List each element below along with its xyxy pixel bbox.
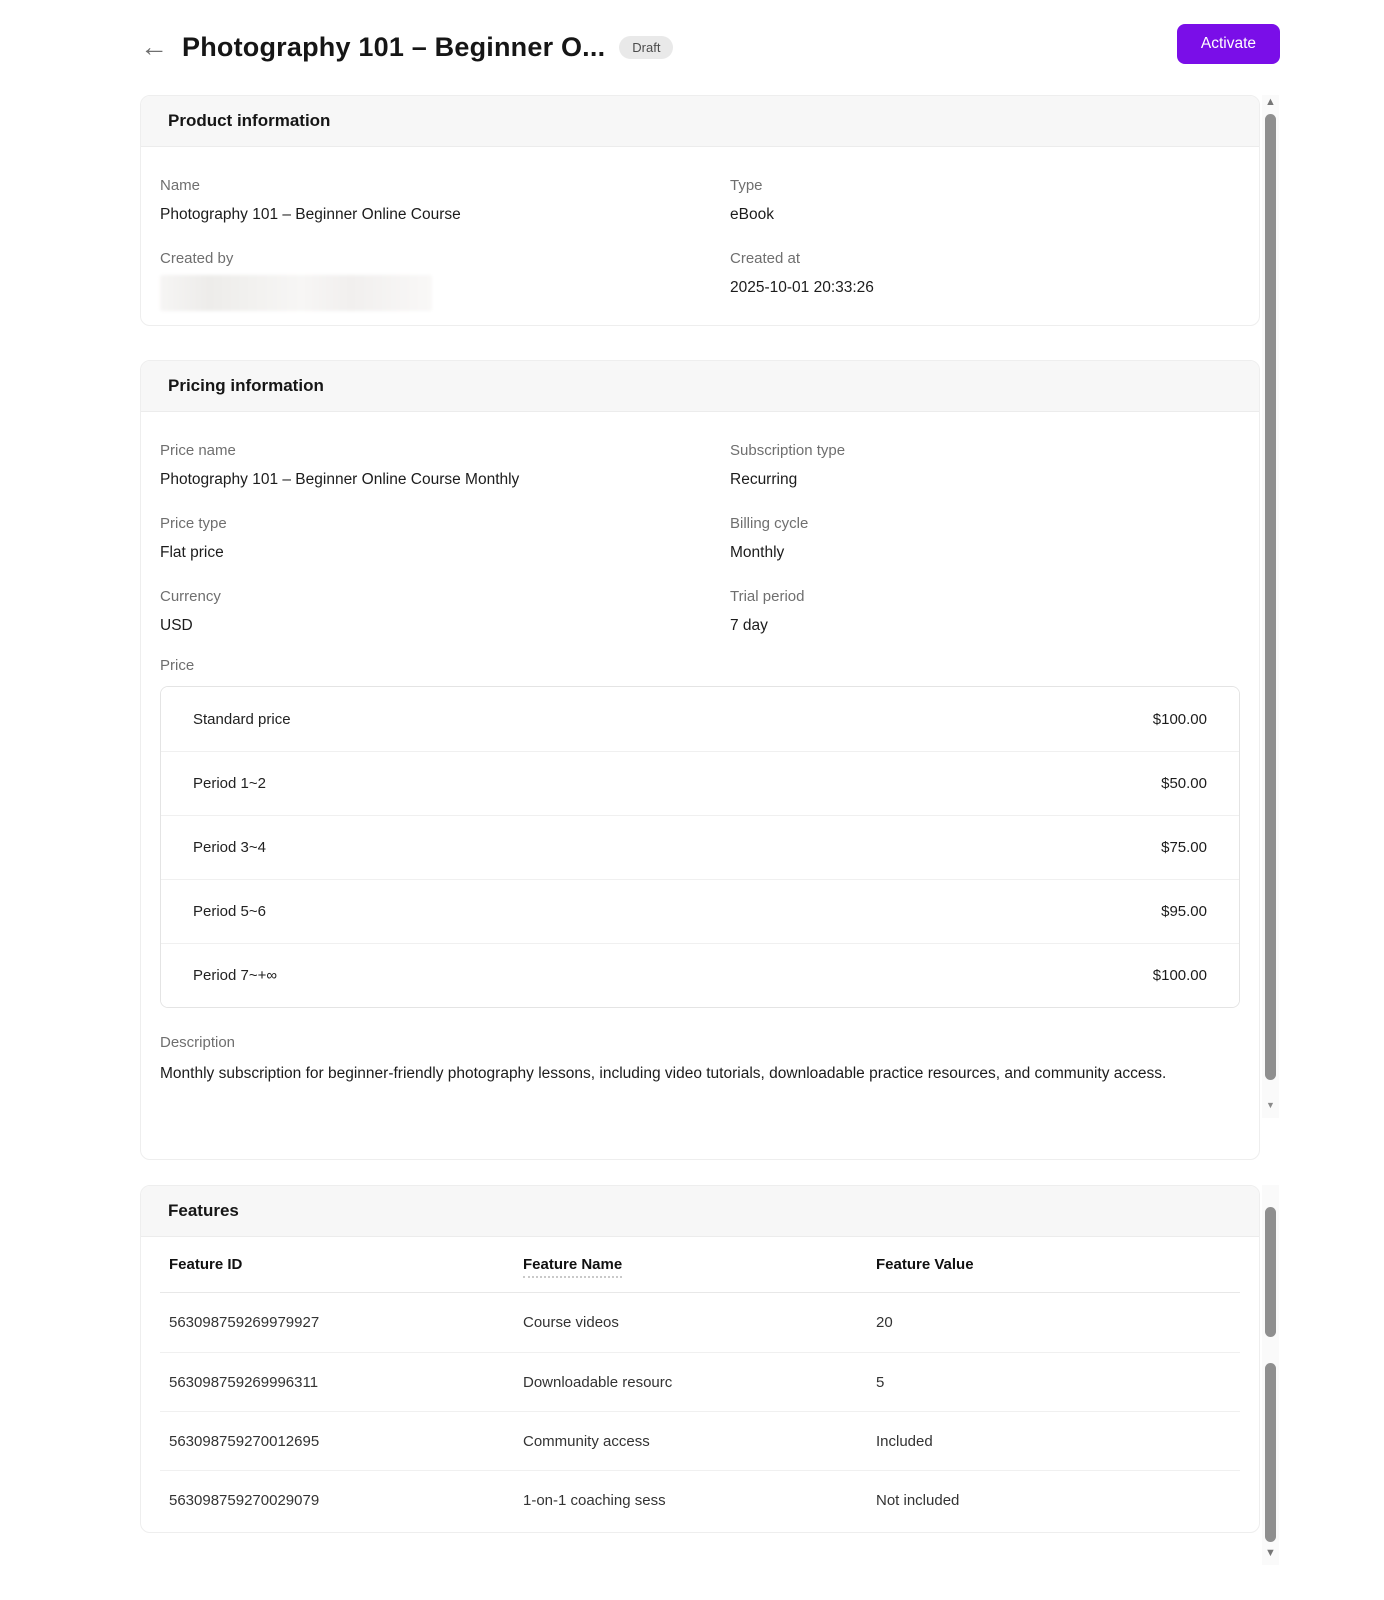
feature-name: Community access (523, 1432, 650, 1450)
column-feature-value: Feature Value (876, 1256, 974, 1273)
table-row (160, 1411, 1240, 1470)
field-value: Flat price (160, 544, 224, 561)
field-type (730, 177, 1240, 224)
scrollbar-down-arrow-icon[interactable]: ▼ (1266, 1100, 1275, 1110)
section-title: Features (168, 1201, 239, 1220)
field-label: Price type (160, 515, 227, 532)
features-header (141, 1186, 1259, 1237)
feature-id: 563098759270029079 (169, 1491, 320, 1509)
field-currency (160, 588, 730, 635)
field-label: Billing cycle (730, 515, 809, 532)
price-table-label: Price (160, 657, 195, 674)
column-feature-id: Feature ID (169, 1256, 243, 1273)
field-value: USD (160, 617, 193, 634)
field-value: 2025-10-01 20:33:26 (730, 279, 874, 296)
pricing-information-header (141, 361, 1259, 412)
price-tier: Standard price (193, 710, 291, 728)
section-title: Product information (168, 111, 331, 130)
feature-name: 1-on-1 coaching sess (523, 1491, 666, 1509)
feature-id: 563098759269979927 (169, 1314, 320, 1331)
scrollbar-down-arrow-icon[interactable]: ▼ (1265, 1547, 1276, 1559)
field-price-name (160, 442, 730, 489)
features-card (140, 1185, 1260, 1533)
field-label: Name (160, 177, 201, 194)
field-name (160, 177, 730, 224)
field-label: Price name (160, 442, 236, 459)
column-feature-name-label: Feature Name (523, 1256, 622, 1278)
price-row (161, 879, 1239, 943)
feature-value: 5 (876, 1373, 885, 1391)
top-bar (140, 24, 1280, 70)
field-value: Photography 101 – Beginner Online Course Monthly (160, 471, 520, 488)
status-badge: Draft (619, 36, 673, 59)
field-label: Trial period (730, 588, 805, 605)
created-by-redacted-value (160, 275, 432, 311)
table-row (160, 1293, 1240, 1352)
column-feature-name (523, 1256, 876, 1273)
field-value: eBook (730, 206, 774, 223)
feature-name: Course videos (523, 1314, 619, 1331)
feature-value: Included (876, 1432, 933, 1450)
scrollbar-thumb[interactable] (1265, 1207, 1276, 1337)
feature-id: 563098759269996311 (169, 1373, 319, 1391)
price-amount: $100.00 (1152, 710, 1207, 728)
features-table (160, 1237, 1240, 1529)
back-arrow-icon[interactable]: ← (140, 31, 168, 62)
price-amount: $75.00 (1161, 839, 1207, 856)
scrollbar-thumb[interactable] (1265, 1363, 1276, 1542)
section-title: Pricing information (168, 376, 324, 395)
field-value: 7 day (730, 617, 768, 634)
price-row (161, 815, 1239, 879)
field-trial-period (730, 588, 1240, 635)
description-text: Monthly subscription for beginner-friendly photography lessons, including video tutorials, downloadable practice resources, and community access. (160, 1065, 1167, 1082)
table-row (160, 1352, 1240, 1411)
feature-name: Downloadable resourc (523, 1373, 673, 1391)
field-created-at (730, 250, 1240, 311)
field-value: Photography 101 – Beginner Online Course (160, 206, 461, 223)
table-row (160, 1470, 1240, 1529)
activate-button[interactable]: Activate (1177, 24, 1280, 64)
field-price-type (160, 515, 730, 562)
pricing-information-card (140, 360, 1260, 1160)
price-tier: Period 1~2 (193, 775, 266, 792)
price-amount: $95.00 (1161, 903, 1207, 920)
description-label: Description (160, 1034, 236, 1051)
product-information-card (140, 95, 1260, 326)
field-label: Type (730, 177, 763, 194)
price-row (161, 687, 1239, 751)
price-amount: $50.00 (1161, 775, 1207, 792)
field-subscription-type (730, 442, 1240, 489)
price-table (160, 686, 1240, 1008)
price-amount: $100.00 (1152, 967, 1207, 984)
price-tier: Period 3~4 (193, 839, 266, 856)
price-row (161, 751, 1239, 815)
price-row (161, 943, 1239, 1007)
price-tier: Period 7~+∞ (193, 967, 278, 984)
feature-id: 563098759270012695 (169, 1432, 320, 1450)
field-created-by (160, 250, 730, 311)
field-label: Currency (160, 588, 221, 605)
scrollbar-up-arrow-icon[interactable]: ▲ (1265, 96, 1276, 108)
features-table-header (160, 1237, 1240, 1293)
product-information-header (141, 96, 1259, 147)
field-label: Created by (160, 250, 234, 267)
feature-value: 20 (876, 1314, 893, 1331)
price-tier: Period 5~6 (193, 903, 266, 920)
feature-value: Not included (876, 1491, 960, 1509)
field-label: Subscription type (730, 442, 846, 459)
page-title: Photography 101 – Beginner O... (182, 31, 606, 62)
field-billing-cycle (730, 515, 1240, 562)
field-value: Recurring (730, 471, 798, 488)
field-value: Monthly (730, 544, 785, 561)
field-label: Created at (730, 250, 801, 267)
scrollbar-thumb[interactable] (1265, 114, 1276, 1080)
